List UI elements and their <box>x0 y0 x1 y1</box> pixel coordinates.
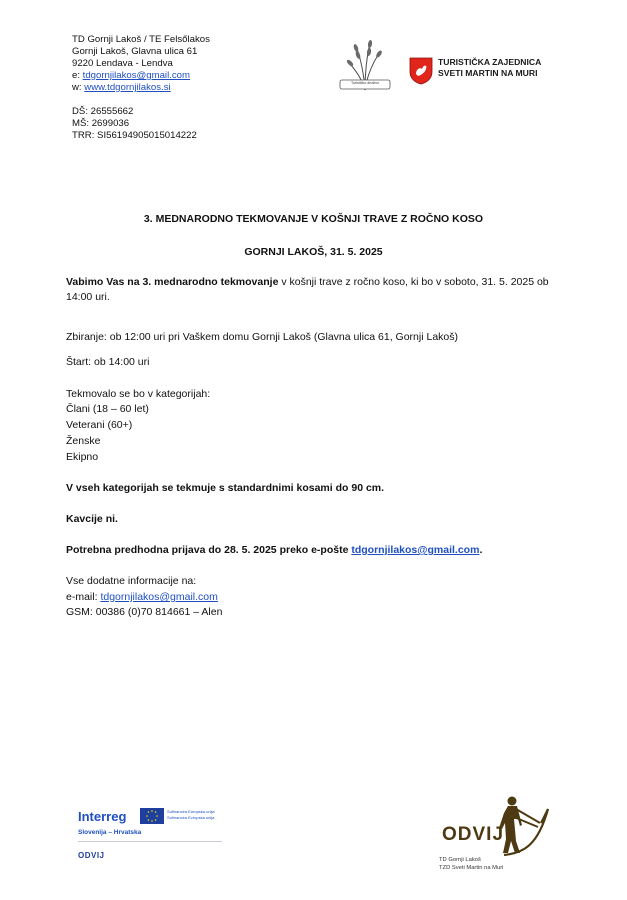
tax-number: DŠ: 26555662 <box>72 106 134 117</box>
wheat-logo-text: Turističko društvo <box>350 81 380 85</box>
interreg-logo: Interreg <box>78 809 127 824</box>
start-time: Štart: ob 14:00 uri <box>66 356 150 368</box>
eu-cofunding-text: Sufinancira Europska unija Sofinancira Evropska unija <box>167 809 215 820</box>
org-name: TD Gornji Lakoš / TE Felsőlakos <box>72 34 210 45</box>
odvij-partners: TD Gornji Lakoš TZD Sveti Martin na Muri <box>439 857 504 871</box>
contact-phone: GSM: 00386 (0)70 814661 – Alen <box>66 606 223 618</box>
email-line: e: tdgornjilakos@gmail.com <box>72 70 190 81</box>
header-email-link[interactable]: tdgornjilakos@gmail.com <box>82 70 190 81</box>
category-item: Ekipno <box>66 451 99 463</box>
bank-account: TRR: SI56194905015014222 <box>72 130 197 141</box>
category-item: Člani (18 – 60 let) <box>66 403 149 415</box>
footer-divider <box>78 841 222 842</box>
intro-paragraph: Vabimo Vas na 3. mednarodno tekmovanje v košnji trave z ročno koso, ki bo v soboto, 31. 5. 2025 ob 14:00 uri. <box>66 276 549 303</box>
street-address: Gornji Lakoš, Glavna ulica 61 <box>72 46 198 57</box>
postal-city: 9220 Lendava - Lendva <box>72 58 173 69</box>
gathering-info: Zbiranje: ob 12:00 uri pri Vaškem domu Gornji Lakoš (Glavna ulica 61, Gornji Lakoš) <box>66 331 458 343</box>
equipment-rule: V vseh kategorijah se tekmuje s standardnimi kosami do 90 cm. <box>66 482 385 494</box>
event-date-place: GORNJI LAKOŠ, 31. 5. 2025 <box>244 246 383 258</box>
contact-email-link[interactable]: tdgornjilakos@gmail.com <box>100 591 218 603</box>
sender-address <box>72 34 210 142</box>
category-item: Veterani (60+) <box>66 419 133 431</box>
page-title: 3. MEDNARODNO TEKMOVANJE V KOŠNJI TRAVE Z ROČNO KOSO <box>143 213 484 225</box>
fee-note: Kavcije ni. <box>66 513 118 525</box>
interreg-program: Slovenija – Hrvatska <box>78 829 142 836</box>
registration-email-link[interactable]: tdgornjilakos@gmail.com <box>351 544 480 556</box>
project-name: ODVIJ <box>78 851 105 860</box>
odvij-logo-text: ODVIJ <box>442 824 505 845</box>
registration-note: Potrebna predhodna prijava do 28. 5. 2025 preko e-pošte tdgornjilakos@gmail.com. <box>66 544 483 556</box>
tz-name: TURISTIČKA ZAJEDNICA SVETI MARTIN NA MURI <box>438 57 542 78</box>
wheat-logo <box>334 36 396 98</box>
contact-heading: Vse dodatne informacije na: <box>66 575 197 587</box>
registration-number: MŠ: 2699036 <box>72 118 130 129</box>
tz-shield-icon <box>409 57 433 85</box>
web-line: w: www.tdgornjilakos.si <box>72 82 171 93</box>
contact-email-line: e-mail: tdgornjilakos@gmail.com <box>66 591 218 603</box>
category-item: Ženske <box>66 435 101 447</box>
categories-heading: Tekmovalo se bo v kategorijah: <box>66 388 211 400</box>
header-web-link[interactable]: www.tdgornjilakos.si <box>84 82 171 93</box>
eu-flag-icon <box>140 808 164 824</box>
